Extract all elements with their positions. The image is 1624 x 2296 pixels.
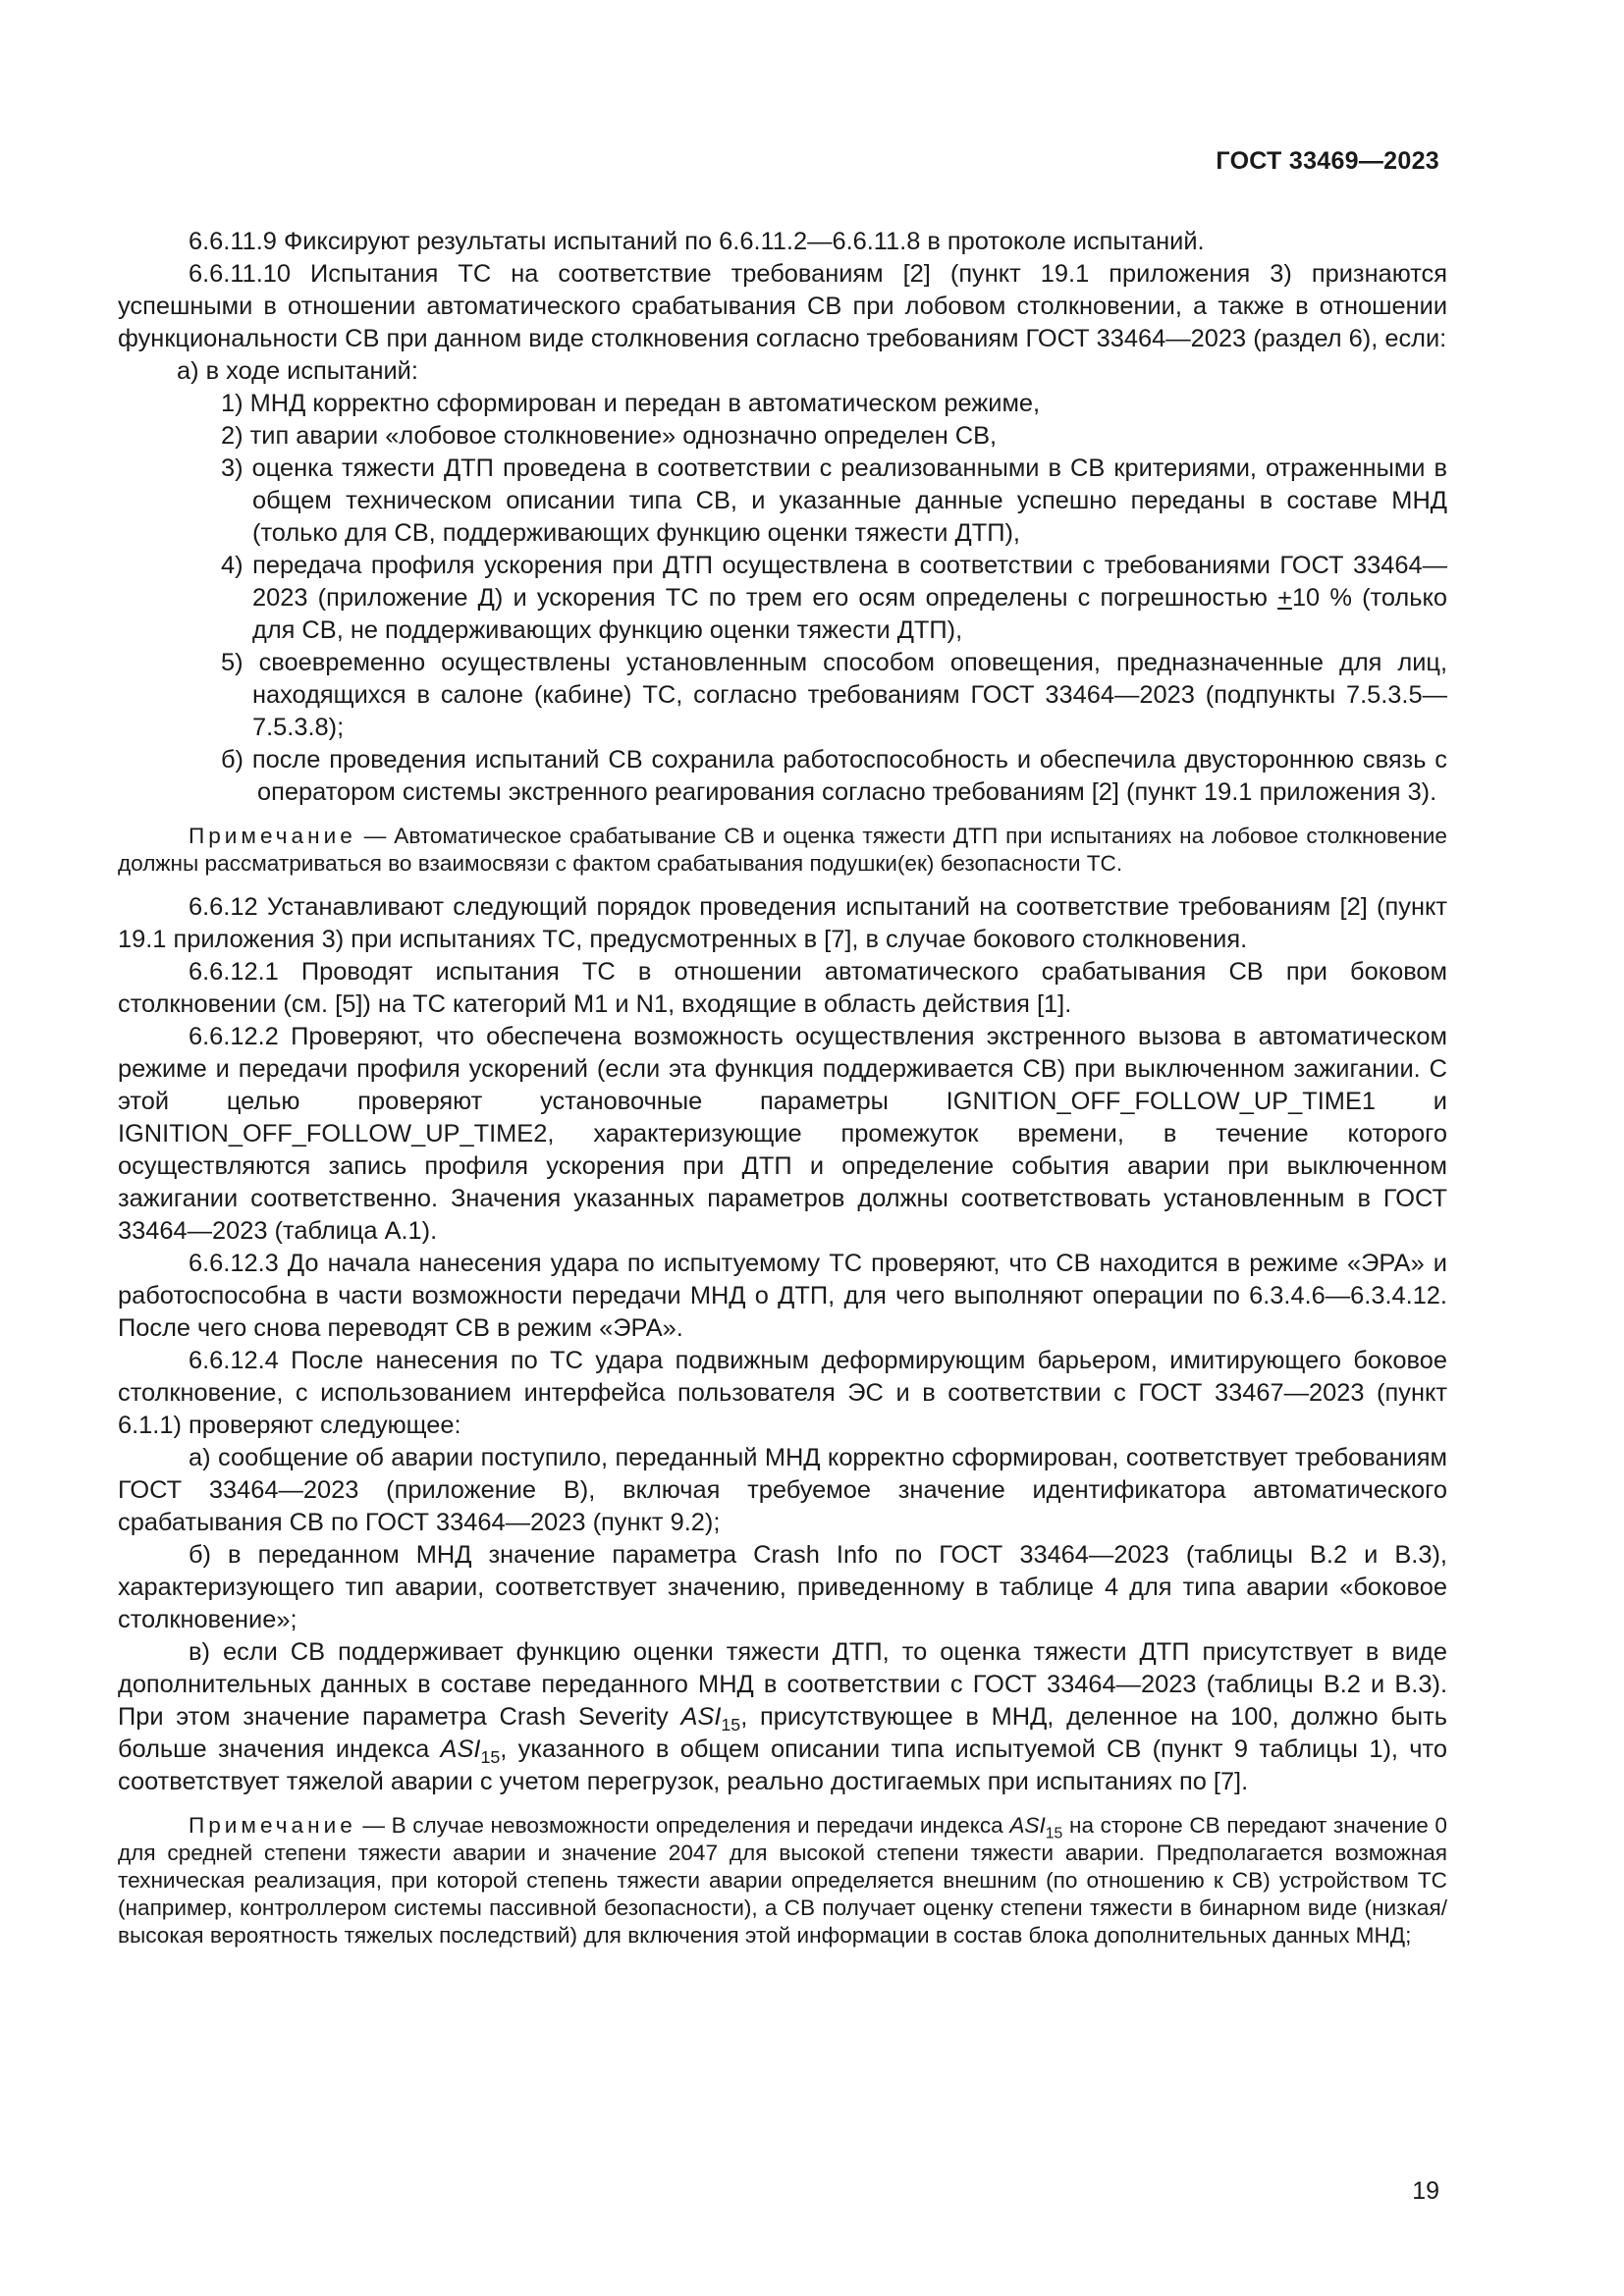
list-item-a4-text-2: 10 % (только для СВ, не поддерживающих функцию оценки тяжести ДТП), xyxy=(252,584,1447,644)
note-2-label: Примечание xyxy=(189,1813,356,1838)
paragraph-6-6-12: 6.6.12 Устанавливают следующий порядок проведения испытаний на соответствие требованиям [2] (пункт 19.1 приложения 3) при испытаниях ТС, предусмотренных в [7], в случае бокового столкновения. xyxy=(118,893,1447,953)
note-1-label: Примечание xyxy=(189,824,356,848)
paragraph-item-b: б) в переданном МНД значение параметра Crash Info по ГОСТ 33464—2023 (таблицы В.2 и В.3), характеризующего тип аварии, соответствует значению, приведенному в таблице 4 для типа аварии «боковое столкновение»; xyxy=(118,1541,1447,1633)
paragraph-item-a: а) сообщение об аварии поступило, переданный МНД корректно сформирован, соответствует требованиям ГОСТ 33464—2023 (приложение В), включая требуемое значение идентификатора автоматического срабатывания СВ по ГОСТ 33464—2023 (пункт 9.2); xyxy=(118,1444,1447,1536)
paragraph-6-6-11-9: 6.6.11.9 Фиксируют результаты испытаний по 6.6.11.2—6.6.11.8 в протоколе испытаний. xyxy=(189,228,1205,255)
plus-minus-sign: + xyxy=(1277,584,1292,612)
asi-subscript-3: 15 xyxy=(1045,1825,1063,1842)
note-2-text-1: — В случае невозможности определения и передачи индекса xyxy=(355,1813,1010,1838)
list-item-a4-text-1: 4) передача профиля ускорения при ДТП осуществлена в соответствии с требованиями ГОСТ 33464—2023 (приложение Д) и ускорения ТС по трем его осям определены с погрешностью xyxy=(221,552,1447,612)
paragraph-6-6-12-3: 6.6.12.3 До начала нанесения удара по испытуемому ТС проверяют, что СВ находится в режиме «ЭРА» и работоспособна в части возможности передачи МНД о ДТП, для чего выполняют операции по 6.3.4.6—6.3.4.12. После чего снова переводят СВ в режим «ЭРА». xyxy=(118,1250,1447,1342)
document-body xyxy=(118,226,1447,1963)
asi-index: ASI xyxy=(680,1703,722,1731)
paragraph-6-6-11-10: 6.6.11.10 Испытания ТС на соответствие требованиям [2] (пункт 19.1 приложения 3) признаются успешными в отношении автоматического срабатывания СВ при лобовом столкновении, а также в отношении функциональности СВ при данном виде столкновения согласно требованиям ГОСТ 33464—2023 (раздел 6), если: xyxy=(118,260,1447,352)
list-item-b: б) после проведения испытаний СВ сохранила работоспособность и обеспечила двустороннюю связь с оператором системы экстренного реагирования согласно требованиям [2] (пункт 19.1 приложения 3). xyxy=(221,746,1447,806)
asi-subscript: 15 xyxy=(721,1715,741,1735)
list-item-a: а) в ходе испытаний: xyxy=(177,357,418,385)
list-item-a4 xyxy=(118,550,1447,647)
note-1 xyxy=(118,823,1447,878)
item-v-text-2: , присутствующее в МНД, деленное на 100, должно быть больше значения индекса xyxy=(118,1703,1447,1763)
paragraph-item-v xyxy=(118,1636,1447,1798)
page-number: 19 xyxy=(1412,2177,1439,2205)
paragraph-6-6-12-2: 6.6.12.2 Проверяют, что обеспечена возможность осуществления экстренного вызова в автоматическом режиме и передачи профиля ускорений (если эта функция поддерживается СВ) при выключенном зажигании. С этой целью проверяют установочные параметры IGNITION_OFF_FOLLOW_UP_TIME1 и IGNITION_OFF_FOLLOW_UP_TIME2, характеризующие промежуток времени, в течение которого осуществляются запись профиля ускорения при ДТП и определение события аварии при выключенном зажигании соответственно. Значения указанных параметров должны соответствовать установленным в ГОСТ 33464—2023 (таблица А.1). xyxy=(118,1023,1447,1245)
asi-subscript-2: 15 xyxy=(480,1747,501,1768)
paragraph-6-6-12-4: 6.6.12.4 После нанесения по ТС удара подвижным деформирующим барьером, имитирующего боковое столкновение, с использованием интерфейса пользователя ЭС и в соответствии с ГОСТ 33467—2023 (пункт 6.1.1) проверяют следующее: xyxy=(118,1347,1447,1439)
note-1-text: — Автоматическое срабатывание СВ и оценка тяжести ДТП при испытаниях на лобовое столкновение должны рассматриваться во взаимосвязи с фактом срабатывания подушки(ек) безопасности ТС. xyxy=(118,824,1447,876)
item-v-text-3: , указанного в общем описании типа испытуемой СВ (пункт 9 таблицы 1), что соответствует тяжелой аварии с учетом перегрузок, реально достигаемых при испытаниях по [7]. xyxy=(118,1735,1447,1795)
document-code-header: ГОСТ 33469—2023 xyxy=(1216,147,1439,175)
list-item-a5: 5) своевременно осуществлены установленным способом оповещения, предназначенные для лиц, находящихся в салоне (кабине) ТС, согласно требованиям ГОСТ 33464—2023 (подпункты 7.5.3.5—7.5.3.8); xyxy=(221,649,1447,741)
list-item-a1: 1) МНД корректно сформирован и передан в автоматическом режиме, xyxy=(221,390,1041,417)
list-item-a3: 3) оценка тяжести ДТП проведена в соответствии с реализованными в СВ критериями, отраженными в общем техническом описании типа СВ, и указанные данные успешно переданы в составе МНД (только для СВ, поддерживающих функцию оценки тяжести ДТП), xyxy=(221,454,1447,547)
note-2 xyxy=(118,1812,1447,1949)
item-v-text-1: в) если СВ поддерживает функцию оценки тяжести ДТП, то оценка тяжести ДТП присутствует в виде дополнительных данных в составе переданного МНД в соответствии с ГОСТ 33464—2023 (таблицы В.2 и В.3). При этом значение параметра Crash Severity xyxy=(118,1638,1447,1731)
note-2-text-2: на стороне СВ передают значение 0 для средней степени тяжести аварии и значение 2047 для высокой степени тяжести аварии. Предполагается возможная техническая реализация, при которой степень тяжести аварии определяется внешним (по отношению к СВ) устройством ТС (например, контроллером системы пассивной безопасности), а СВ получает оценку степени тяжести в бинарном виде (низкая/высокая вероятность тяжелых последствий) для включения этой информации в состав блока дополнительных данных МНД; xyxy=(118,1813,1447,1948)
list-item-a2: 2) тип аварии «лобовое столкновение» однозначно определен СВ, xyxy=(221,422,998,450)
asi-index-3: ASI xyxy=(1009,1813,1046,1838)
paragraph-6-6-12-1: 6.6.12.1 Проводят испытания ТС в отношении автоматического срабатывания СВ при боковом столкновении (см. [5]) на ТС категорий М1 и N1, входящие в область действия [1]. xyxy=(118,958,1447,1018)
asi-index-2: ASI xyxy=(440,1735,481,1763)
